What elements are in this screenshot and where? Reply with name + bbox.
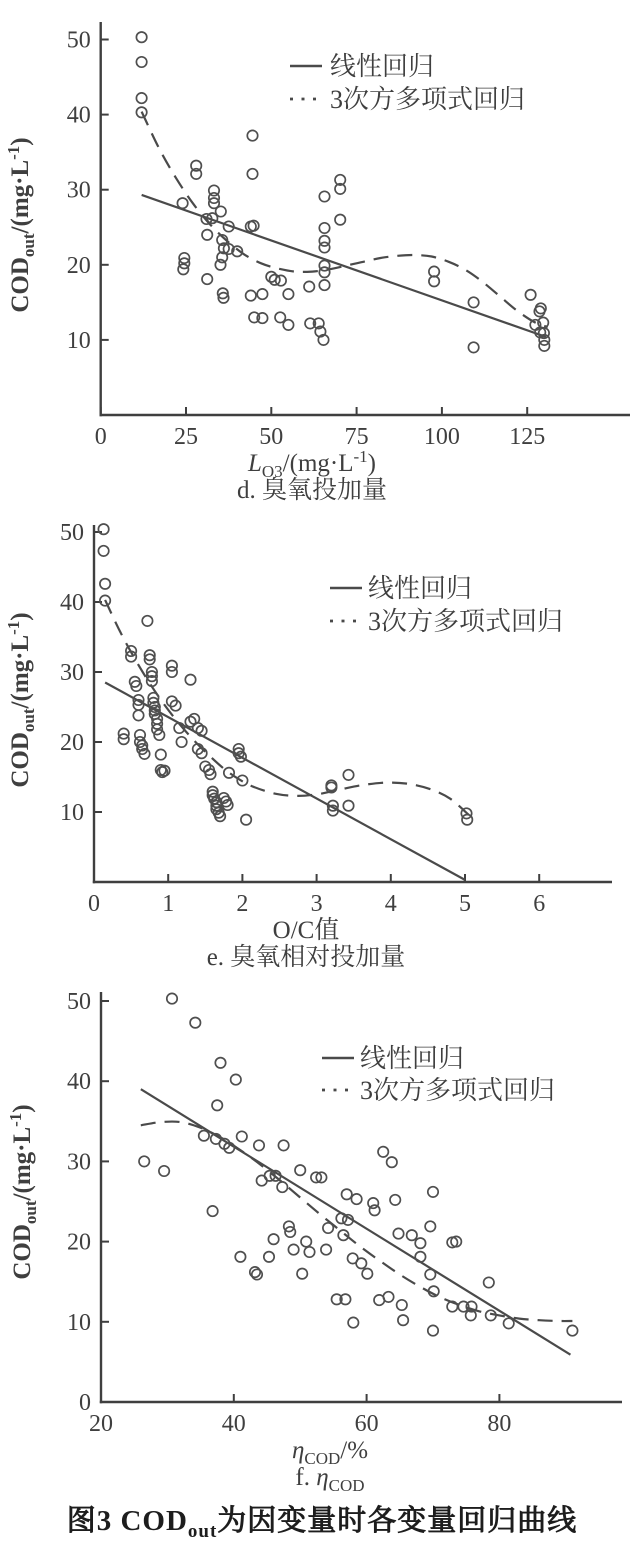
- x-axis-label: $L_{O3}/(mg\cdot L^{-1})$: [247, 447, 377, 481]
- x-axis-label: $\eta_{COD}/\%$: [291, 1437, 369, 1468]
- x-tick-label: 80: [487, 1411, 512, 1437]
- data-point: [393, 1228, 403, 1238]
- data-point: [190, 1018, 200, 1028]
- panel-caption: d. 臭氧投加量: [236, 477, 388, 504]
- legend: [330, 574, 563, 636]
- data-point: [319, 267, 329, 277]
- x-tick-label: 60: [354, 1411, 379, 1437]
- data-point: [246, 290, 256, 300]
- data-point: [429, 266, 439, 276]
- data-point: [288, 1244, 298, 1254]
- data-point: [277, 1182, 287, 1192]
- data-point: [136, 32, 146, 42]
- legend-cubic-label: 3次方多项式回归: [360, 1076, 556, 1105]
- caption-suffix: 为因变量时各变量回归曲线: [217, 1505, 578, 1537]
- scatter-points: [98, 524, 472, 825]
- data-point: [231, 1074, 241, 1084]
- data-point: [257, 289, 267, 299]
- data-point: [212, 1100, 222, 1110]
- data-point: [351, 1194, 361, 1204]
- data-point: [136, 57, 146, 67]
- legend: [322, 1044, 555, 1105]
- data-point: [139, 1156, 149, 1166]
- data-point: [142, 616, 152, 626]
- data-point: [387, 1157, 397, 1167]
- data-point: [319, 223, 329, 233]
- data-point: [268, 1234, 278, 1244]
- data-point: [378, 1147, 388, 1157]
- data-point: [407, 1230, 417, 1240]
- data-point: [254, 1140, 264, 1150]
- data-point: [429, 276, 439, 286]
- chart-panel-d: [4, 22, 630, 504]
- y-tick-label: 40: [66, 102, 91, 129]
- y-tick-label: 50: [66, 27, 91, 54]
- legend-linear-label: 线性回归: [330, 52, 435, 81]
- data-point: [159, 1166, 169, 1176]
- chart-panel-e: [4, 520, 612, 971]
- linear-fit-line: [141, 1089, 571, 1354]
- x-tick-label: 5: [459, 891, 471, 917]
- x-tick-label: 3: [310, 891, 323, 917]
- caption-subscript: out: [187, 1520, 218, 1542]
- data-point: [428, 1325, 438, 1335]
- x-tick-label: 0: [94, 424, 107, 450]
- data-point: [176, 737, 186, 747]
- data-point: [383, 1292, 393, 1302]
- data-point: [397, 1300, 407, 1310]
- data-point: [98, 524, 108, 534]
- data-point: [100, 579, 110, 589]
- y-axis-label: $COD_{out}/(mg\cdot L^{-1})$: [6, 1104, 40, 1280]
- data-point: [398, 1315, 408, 1325]
- data-point: [504, 1318, 514, 1328]
- data-point: [224, 768, 234, 778]
- data-point: [362, 1269, 372, 1279]
- data-point: [202, 230, 212, 240]
- y-tick-label: 50: [60, 520, 84, 546]
- x-tick-label: 1: [162, 891, 175, 917]
- data-point: [425, 1269, 435, 1279]
- data-point: [425, 1221, 435, 1231]
- data-point: [567, 1325, 577, 1335]
- y-tick-label: 20: [67, 1229, 91, 1256]
- data-point: [167, 993, 177, 1003]
- legend-cubic-label: 3次方多项式回归: [330, 85, 526, 114]
- data-point: [202, 274, 212, 284]
- data-point: [215, 1058, 225, 1068]
- data-point: [276, 275, 286, 285]
- data-point: [185, 675, 195, 685]
- y-tick-label: 10: [67, 1309, 91, 1336]
- data-point: [304, 1247, 314, 1257]
- data-point: [98, 546, 108, 556]
- data-point: [462, 815, 472, 825]
- y-tick-label: 50: [67, 989, 91, 1015]
- caption-prefix: 图3 COD: [66, 1505, 188, 1537]
- legend-linear-label: 线性回归: [368, 574, 473, 603]
- x-tick-label: 0: [88, 891, 100, 917]
- data-point: [525, 290, 535, 300]
- legend: [290, 52, 525, 114]
- y-tick-label: 30: [67, 1149, 91, 1176]
- data-point: [428, 1187, 438, 1197]
- data-point: [335, 215, 345, 225]
- data-point: [278, 1140, 288, 1150]
- data-point: [295, 1165, 305, 1175]
- data-point: [136, 93, 146, 103]
- x-tick-label: 50: [259, 424, 284, 450]
- data-point: [178, 264, 188, 274]
- data-point: [368, 1198, 378, 1208]
- panel-caption: e. 臭氧相对投加量: [206, 944, 406, 971]
- data-point: [167, 667, 177, 677]
- data-point: [319, 242, 329, 252]
- data-point: [301, 1236, 311, 1246]
- data-point: [348, 1317, 358, 1327]
- data-point: [415, 1252, 425, 1262]
- data-point: [215, 260, 225, 270]
- data-point: [207, 1206, 217, 1216]
- data-point: [415, 1238, 425, 1248]
- data-point: [321, 1244, 331, 1254]
- data-point: [484, 1277, 494, 1287]
- data-point: [241, 815, 251, 825]
- y-tick-label: 20: [66, 252, 91, 279]
- y-axis-label: $COD_{out}/(mg\cdot L^{-1})$: [4, 137, 38, 313]
- legend-cubic-label: 3次方多项式回归: [368, 607, 564, 636]
- y-tick-label: 40: [67, 1069, 91, 1096]
- data-point: [247, 169, 257, 179]
- data-point: [264, 1252, 274, 1262]
- x-tick-label: 100: [423, 424, 460, 450]
- y-tick-label: 40: [60, 590, 84, 616]
- data-point: [247, 130, 257, 140]
- x-tick-label: 20: [89, 1411, 113, 1437]
- data-point: [323, 1223, 333, 1233]
- data-point: [343, 801, 353, 811]
- data-point: [133, 710, 143, 720]
- y-tick-label: 10: [66, 327, 91, 354]
- x-tick-label: 2: [236, 891, 249, 917]
- data-point: [319, 191, 329, 201]
- y-tick-label: 30: [60, 660, 84, 686]
- x-tick-label: 75: [344, 424, 369, 450]
- x-tick-label: 25: [174, 424, 198, 450]
- data-point: [283, 289, 293, 299]
- x-tick-label: 40: [221, 1411, 246, 1437]
- data-point: [283, 320, 293, 330]
- data-point: [343, 770, 353, 780]
- data-point: [468, 297, 478, 307]
- y-tick-label: 0: [79, 1390, 91, 1416]
- x-tick-label: 125: [509, 424, 546, 450]
- panel-caption: f. $\eta_{COD}$: [295, 1464, 365, 1495]
- data-point: [235, 1252, 245, 1262]
- data-point: [216, 206, 226, 216]
- chart-panel-f: [6, 989, 622, 1495]
- data-point: [304, 281, 314, 291]
- data-point: [199, 1131, 209, 1141]
- data-point: [342, 1189, 352, 1199]
- x-tick-label: 4: [384, 891, 397, 917]
- data-point: [390, 1195, 400, 1205]
- data-point: [177, 198, 187, 208]
- y-axis-label: $COD_{out}/(mg\cdot L^{-1})$: [4, 612, 38, 788]
- legend-linear-label: 线性回归: [360, 1044, 465, 1073]
- data-point: [297, 1269, 307, 1279]
- data-point: [356, 1258, 366, 1268]
- data-point: [468, 342, 478, 352]
- scatter-points: [139, 993, 578, 1335]
- y-tick-label: 10: [60, 800, 84, 826]
- data-point: [156, 749, 166, 759]
- x-tick-label: 6: [533, 891, 546, 917]
- data-point: [319, 280, 329, 290]
- data-point: [369, 1205, 379, 1215]
- y-tick-label: 20: [60, 730, 84, 756]
- data-point: [252, 1269, 262, 1279]
- data-point: [237, 1131, 247, 1141]
- x-axis-label: O/C值: [272, 917, 340, 944]
- figure-caption: [0, 1498, 644, 1543]
- y-tick-label: 30: [66, 177, 91, 204]
